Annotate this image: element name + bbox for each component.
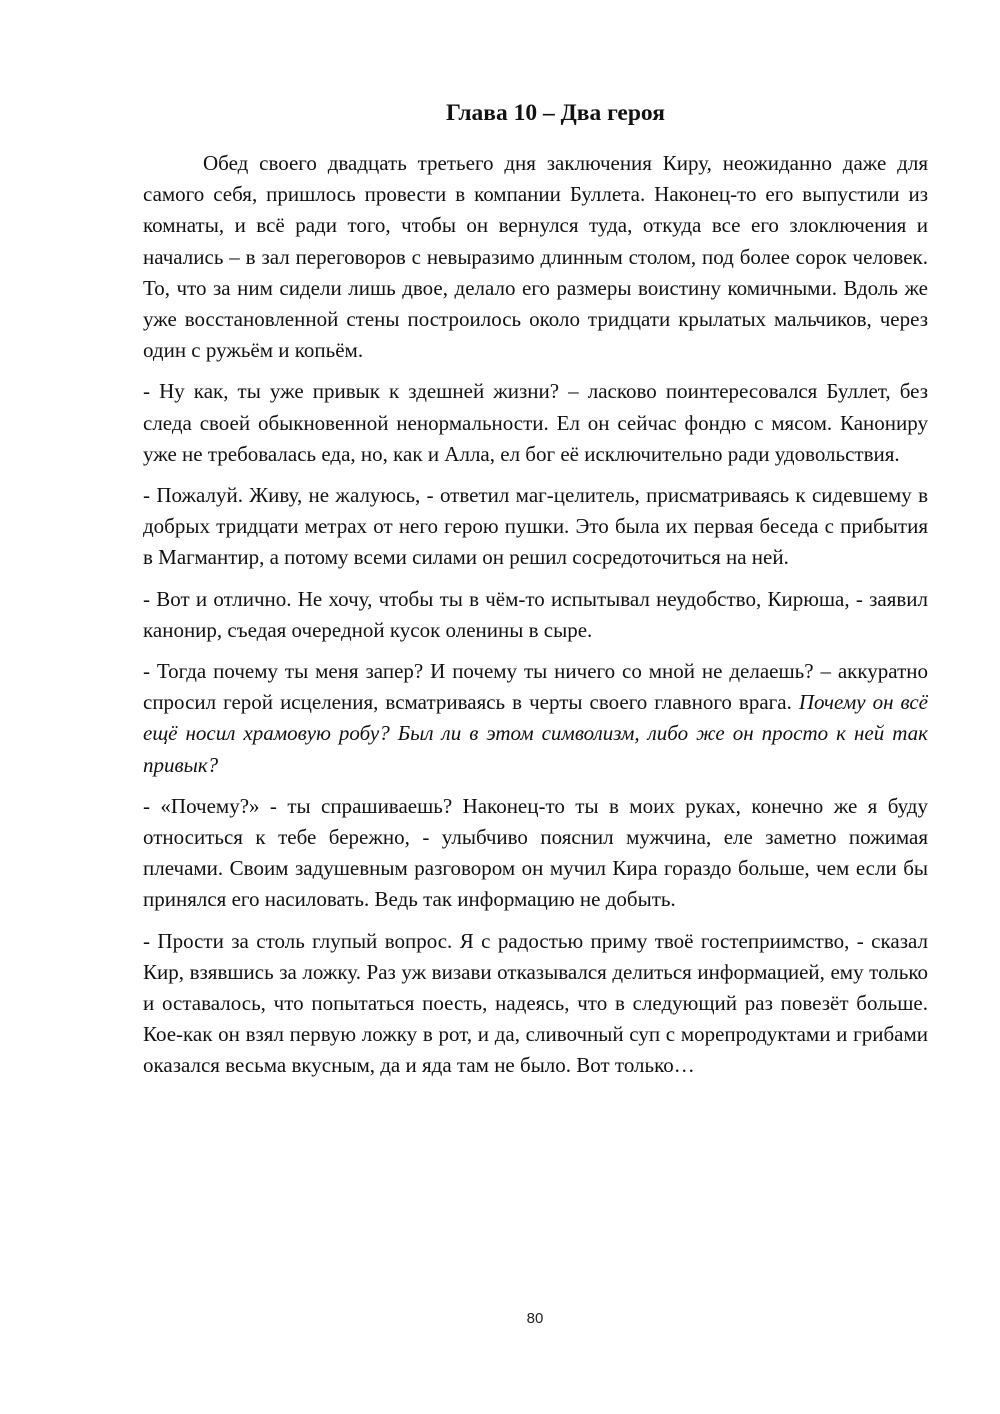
paragraph <box>143 148 928 366</box>
paragraph-text: Обед своего двадцать третьего дня заключения Киру, неожиданно даже для самого себя, пришлось провести в компании Буллета. Наконец-то его выпустили из комнаты, и всё ради того, чтобы он вернулся туда, откуда все его злоключения и начались – в зал переговоров с невыразимо длинным столом, под более сорок человек. То, что за ним сидели лишь двое, делало его размеры воистину комичными. Вдоль же уже восстановленной стены построилось около тридцати крылатых мальчиков, через один с ружьём и копьём. <box>143 151 928 363</box>
paragraph <box>143 480 928 574</box>
paragraph <box>143 926 928 1082</box>
chapter-title: Глава 10 – Два героя <box>446 100 665 126</box>
paragraph-text: - Тогда почему ты меня запер? И почему ты ничего со мной не делаешь? – аккуратно спросил герой исцеления, всматриваясь в черты своего главного врага. <box>143 659 928 715</box>
paragraph-text: - Пожалуй. Живу, не жалуюсь, - ответил маг-целитель, присматриваясь к сидевшему в добрых тридцати метрах от него герою пушки. Это была их первая беседа с прибытия в Магмантир, а потому всеми силами он решил сосредоточиться на ней. <box>143 483 928 570</box>
paragraph-text: - «Почему?» - ты спрашиваешь? Наконец-то ты в моих руках, конечно же я буду относиться к тебе бережно, - улыбчиво пояснил мужчина, еле заметно пожимая плечами. Своим задушевным разговором он мучил Кира гораздо больше, чем если бы принялся его насиловать. Ведь так информацию не добыть. <box>143 793 928 912</box>
paragraph-text: - Вот и отлично. Не хочу, чтобы ты в чём-то испытывал неудобство, Кирюша, - заявил канонир, съедая очередной кусок оленины в сыре. <box>143 586 928 642</box>
page-number: 80 <box>526 1310 544 1327</box>
paragraph <box>143 584 928 646</box>
page-content <box>143 96 928 1092</box>
paragraph-text: - Ну как, ты уже привык к здешней жизни? – ласково поинтересовался Буллет, без следа своей обыкновенной ненормальности. Ел он сейчас фондю с мясом. Канониру уже не требовалась еда, но, как и Алла, ел бог её исключительно ради удовольствия. <box>143 379 928 466</box>
paragraph <box>143 656 928 781</box>
paragraph <box>143 791 928 916</box>
paragraph-italic-thought: Почему он всё ещё носил храмовую робу? Был ли в этом символизм, либо же он просто к ней так привык? <box>143 690 929 777</box>
paragraph <box>143 376 928 470</box>
paragraph-text: - Прости за столь глупый вопрос. Я с радостью приму твоё гостеприимство, - сказал Кир, взявшись за ложку. Раз уж визави отказывался делиться информацией, ему только и оставалось, что попытаться поесть, надеясь, что в следующий раз повезёт больше. Кое-как он взял первую ложку в рот, и да, сливочный суп с морепродуктами и грибами оказался весьма вкусным, да и яда там не было. Вот только… <box>143 928 928 1078</box>
